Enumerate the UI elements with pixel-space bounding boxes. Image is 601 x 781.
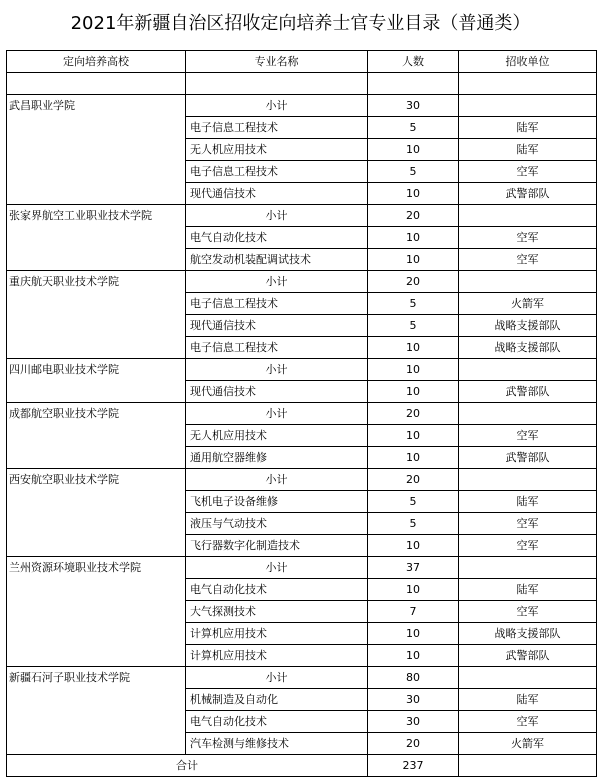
major-name: 计算机应用技术 (186, 645, 368, 667)
major-name: 通用航空器维修 (186, 447, 368, 469)
major-row (7, 249, 597, 271)
major-row (7, 579, 597, 601)
major-row (7, 535, 597, 557)
major-name: 大气探测技术 (186, 601, 368, 623)
school-cell-continued (7, 689, 186, 711)
major-row (7, 689, 597, 711)
school-subtotal-row (7, 667, 597, 689)
school-cell-continued (7, 513, 186, 535)
recruiting-unit: 陆军 (459, 579, 597, 601)
school-cell-continued (7, 227, 186, 249)
school-name: 新疆石河子职业技术学院 (7, 667, 186, 689)
school-subtotal-row (7, 469, 597, 491)
subtotal-label: 小计 (186, 271, 368, 293)
major-name: 现代通信技术 (186, 183, 368, 205)
subtotal-label: 小计 (186, 667, 368, 689)
school-cell-continued (7, 447, 186, 469)
major-name: 电子信息工程技术 (186, 117, 368, 139)
major-name: 飞行器数字化制造技术 (186, 535, 368, 557)
major-name: 电子信息工程技术 (186, 293, 368, 315)
major-row (7, 491, 597, 513)
school-cell-continued (7, 623, 186, 645)
recruiting-unit: 陆军 (459, 689, 597, 711)
header-major: 专业名称 (186, 51, 368, 73)
blank-cell (186, 73, 368, 95)
subtotal-unit-blank (459, 557, 597, 579)
major-count: 10 (368, 623, 459, 645)
major-row (7, 227, 597, 249)
school-name: 重庆航天职业技术学院 (7, 271, 186, 293)
recruiting-unit: 火箭军 (459, 293, 597, 315)
major-count: 10 (368, 139, 459, 161)
major-row (7, 601, 597, 623)
major-row (7, 117, 597, 139)
major-count: 10 (368, 183, 459, 205)
blank-cell (368, 73, 459, 95)
recruiting-unit: 战略支援部队 (459, 623, 597, 645)
major-row (7, 645, 597, 667)
recruiting-unit: 空军 (459, 711, 597, 733)
major-count: 10 (368, 645, 459, 667)
major-name: 飞机电子设备维修 (186, 491, 368, 513)
recruiting-unit: 武警部队 (459, 447, 597, 469)
school-cell-continued (7, 117, 186, 139)
header-row (7, 51, 597, 73)
recruiting-unit: 战略支援部队 (459, 337, 597, 359)
major-row (7, 381, 597, 403)
document-title: 2021年新疆自治区招收定向培养士官专业目录（普通类） (70, 13, 531, 34)
school-cell-continued (7, 711, 186, 733)
school-cell-continued (7, 183, 186, 205)
school-name: 张家界航空工业职业技术学院 (7, 205, 186, 227)
major-count: 10 (368, 337, 459, 359)
major-count: 30 (368, 689, 459, 711)
major-row (7, 733, 597, 755)
header-count: 人数 (368, 51, 459, 73)
subtotal-count: 10 (368, 359, 459, 381)
subtotal-count: 20 (368, 205, 459, 227)
major-name: 无人机应用技术 (186, 139, 368, 161)
subtotal-unit-blank (459, 359, 597, 381)
recruiting-unit: 陆军 (459, 491, 597, 513)
major-name: 现代通信技术 (186, 315, 368, 337)
subtotal-label: 小计 (186, 359, 368, 381)
major-name: 电气自动化技术 (186, 227, 368, 249)
major-name: 机械制造及自动化 (186, 689, 368, 711)
major-name: 航空发动机装配调试技术 (186, 249, 368, 271)
school-name: 武昌职业学院 (7, 95, 186, 117)
major-row (7, 711, 597, 733)
recruiting-unit: 空军 (459, 249, 597, 271)
subtotal-unit-blank (459, 271, 597, 293)
major-row (7, 315, 597, 337)
blank-cell (459, 73, 597, 95)
major-row (7, 425, 597, 447)
subtotal-unit-blank (459, 403, 597, 425)
major-row (7, 337, 597, 359)
major-row (7, 139, 597, 161)
school-cell-continued (7, 579, 186, 601)
major-name: 电气自动化技术 (186, 579, 368, 601)
major-name: 汽车检测与维修技术 (186, 733, 368, 755)
recruiting-unit: 火箭军 (459, 733, 597, 755)
recruiting-unit: 空军 (459, 161, 597, 183)
recruiting-unit: 空军 (459, 601, 597, 623)
subtotal-unit-blank (459, 469, 597, 491)
school-cell-continued (7, 337, 186, 359)
header-unit: 招收单位 (459, 51, 597, 73)
school-subtotal-row (7, 95, 597, 117)
major-count: 10 (368, 579, 459, 601)
school-cell-continued (7, 381, 186, 403)
subtotal-label: 小计 (186, 95, 368, 117)
recruiting-unit: 空军 (459, 513, 597, 535)
major-row (7, 183, 597, 205)
school-cell-continued (7, 491, 186, 513)
recruiting-unit: 武警部队 (459, 183, 597, 205)
subtotal-count: 20 (368, 271, 459, 293)
recruiting-unit: 武警部队 (459, 381, 597, 403)
recruiting-unit: 战略支援部队 (459, 315, 597, 337)
major-count: 5 (368, 513, 459, 535)
school-cell-continued (7, 733, 186, 755)
major-count: 5 (368, 117, 459, 139)
blank-row (7, 73, 597, 95)
school-subtotal-row (7, 403, 597, 425)
major-count: 10 (368, 249, 459, 271)
major-name: 电子信息工程技术 (186, 161, 368, 183)
major-row (7, 293, 597, 315)
subtotal-unit-blank (459, 205, 597, 227)
major-count: 30 (368, 711, 459, 733)
major-count: 10 (368, 381, 459, 403)
subtotal-label: 小计 (186, 557, 368, 579)
major-name: 计算机应用技术 (186, 623, 368, 645)
school-subtotal-row (7, 359, 597, 381)
major-row (7, 623, 597, 645)
recruiting-unit: 陆军 (459, 139, 597, 161)
school-cell-continued (7, 249, 186, 271)
school-subtotal-row (7, 205, 597, 227)
major-name: 电子信息工程技术 (186, 337, 368, 359)
school-subtotal-row (7, 271, 597, 293)
school-cell-continued (7, 293, 186, 315)
catalog-table-body (7, 51, 597, 777)
subtotal-count: 30 (368, 95, 459, 117)
school-cell-continued (7, 601, 186, 623)
major-name: 液压与气动技术 (186, 513, 368, 535)
subtotal-count: 20 (368, 403, 459, 425)
total-row (7, 755, 597, 777)
major-count: 20 (368, 733, 459, 755)
subtotal-label: 小计 (186, 469, 368, 491)
major-count: 5 (368, 491, 459, 513)
total-label: 合计 (7, 755, 368, 777)
major-row (7, 161, 597, 183)
total-unit-blank (459, 755, 597, 777)
recruiting-unit: 空军 (459, 535, 597, 557)
major-count: 10 (368, 447, 459, 469)
subtotal-count: 20 (368, 469, 459, 491)
school-name: 四川邮电职业技术学院 (7, 359, 186, 381)
catalog-table (6, 50, 597, 777)
subtotal-label: 小计 (186, 403, 368, 425)
school-name: 兰州资源环境职业技术学院 (7, 557, 186, 579)
major-name: 电气自动化技术 (186, 711, 368, 733)
school-name: 成都航空职业技术学院 (7, 403, 186, 425)
subtotal-count: 80 (368, 667, 459, 689)
school-cell-continued (7, 645, 186, 667)
recruiting-unit: 武警部队 (459, 645, 597, 667)
total-count: 237 (368, 755, 459, 777)
major-row (7, 513, 597, 535)
school-cell-continued (7, 425, 186, 447)
recruiting-unit: 陆军 (459, 117, 597, 139)
major-name: 现代通信技术 (186, 381, 368, 403)
school-cell-continued (7, 315, 186, 337)
major-name: 无人机应用技术 (186, 425, 368, 447)
major-count: 10 (368, 425, 459, 447)
school-subtotal-row (7, 557, 597, 579)
subtotal-unit-blank (459, 667, 597, 689)
subtotal-count: 37 (368, 557, 459, 579)
school-cell-continued (7, 161, 186, 183)
school-name: 西安航空职业技术学院 (7, 469, 186, 491)
major-count: 10 (368, 535, 459, 557)
major-row (7, 447, 597, 469)
major-count: 5 (368, 161, 459, 183)
recruiting-unit: 空军 (459, 425, 597, 447)
school-cell-continued (7, 535, 186, 557)
blank-cell (7, 73, 186, 95)
subtotal-label: 小计 (186, 205, 368, 227)
major-count: 5 (368, 315, 459, 337)
major-count: 7 (368, 601, 459, 623)
subtotal-unit-blank (459, 95, 597, 117)
recruiting-unit: 空军 (459, 227, 597, 249)
major-count: 5 (368, 293, 459, 315)
header-school: 定向培养高校 (7, 51, 186, 73)
school-cell-continued (7, 139, 186, 161)
major-count: 10 (368, 227, 459, 249)
